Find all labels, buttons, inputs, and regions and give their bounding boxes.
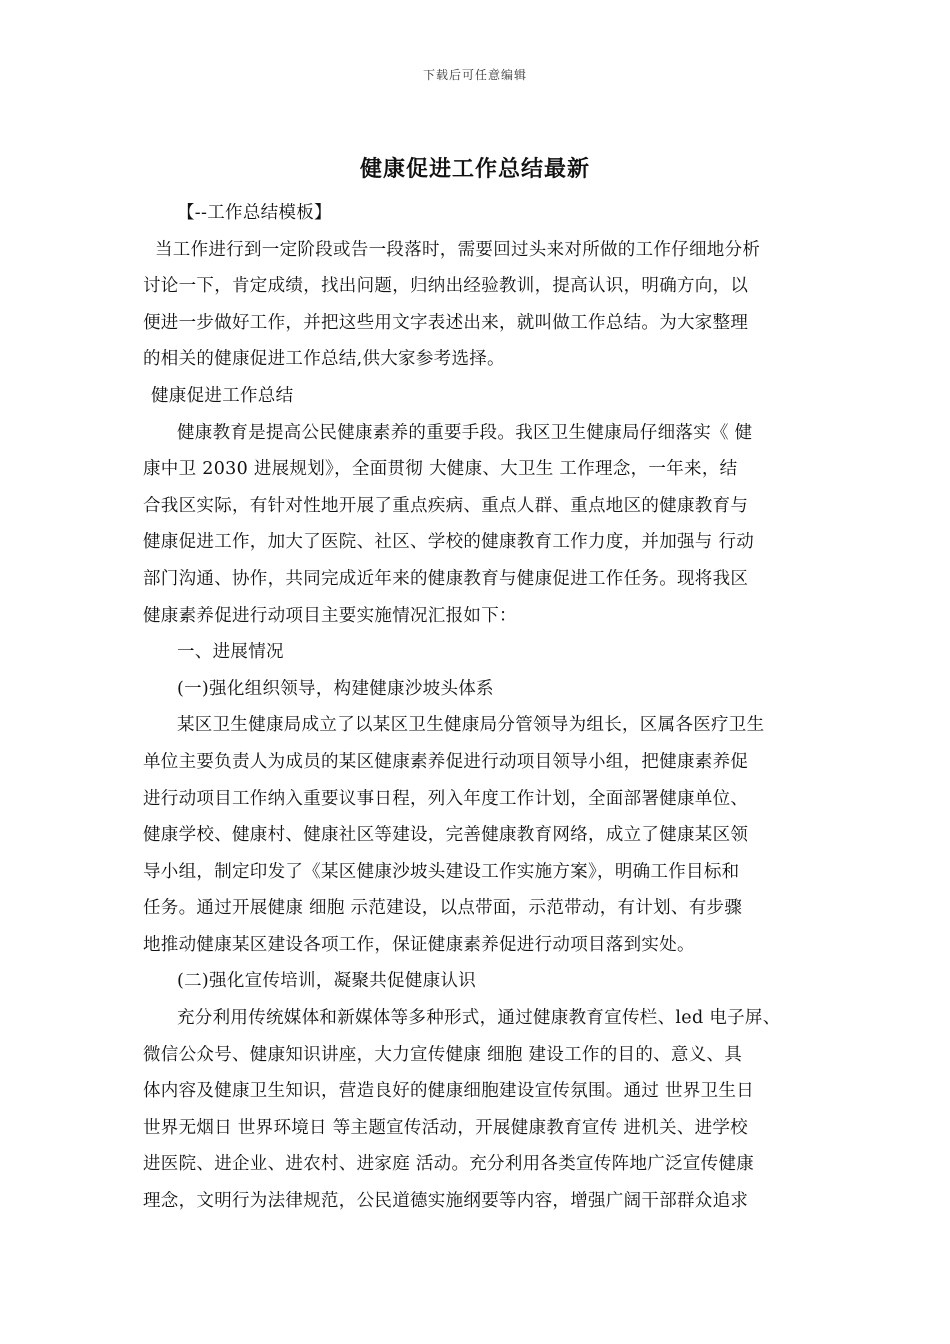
text-line: 部门沟通、协作，共同完成近年来的健康教育与健康促进工作任务。现将我区 xyxy=(143,568,749,589)
text-line: 导小组，制定印发了《某区健康沙坡头建设工作实施方案》，明确工作目标和 xyxy=(143,861,740,882)
text-line: 健康促进工作，加大了医院、社区、学校的健康教育工作力度，并加强与 行动 xyxy=(143,532,755,553)
text-line: 一、进展情况 xyxy=(177,642,284,663)
text-line: 康中卫 2030 进展规划》，全面贯彻 大健康、大卫生 工作理念，一年来，结 xyxy=(143,459,738,480)
text-line: 便进一步做好工作，并把这些用文字表述出来，就叫做工作总结。为大家整理 xyxy=(143,312,749,333)
text-line: 健康促进工作总结 xyxy=(151,385,294,406)
text-line: 地推动健康某区建设各项工作，保证健康素养促进行动项目落到实处。 xyxy=(143,934,695,955)
text-line: 讨论一下，肯定成绩，找出问题，归纳出经验教训，提高认识，明确方向，以 xyxy=(143,276,749,297)
text-line: 单位主要负责人为成员的某区健康素养促进行动项目领导小组，把健康素养促 xyxy=(143,751,749,772)
text-line: 任务。通过开展健康 细胞 示范建设，以点带面，示范带动，有计划、有步骤 xyxy=(143,898,743,919)
text-line: 的相关的健康促进工作总结,供大家参考选择。 xyxy=(143,349,505,370)
text-line: 体内容及健康卫生知识，营造良好的健康细胞建设宣传氛围。通过 世界卫生日 xyxy=(143,1081,755,1102)
text-line: 充分利用传统媒体和新媒体等多种形式，通过健康教育宣传栏、led 电子屏、 xyxy=(177,1008,781,1029)
text-line: 进医院、进企业、进农村、进家庭 活动。充分利用各类宣传阵地广泛宣传健康 xyxy=(143,1154,755,1175)
text-line: 某区卫生健康局成立了以某区卫生健康局分管领导为组长，区属各医疗卫生 xyxy=(177,715,765,736)
header-note: 下载后可任意编辑 xyxy=(422,68,527,82)
text-line: 健康教育是提高公民健康素养的重要手段。我区卫生健康局仔细落实《 健 xyxy=(177,422,753,443)
text-line: 【--工作总结模板】 xyxy=(177,203,332,223)
text-line: 合我区实际，有针对性地开展了重点疾病、重点人群、重点地区的健康教育与 xyxy=(143,495,749,516)
text-line: 健康学校、健康村、健康社区等建设，完善健康教育网络，成立了健康某区领 xyxy=(143,825,749,846)
text-line: 微信公众号、健康知识讲座，大力宣传健康 细胞 建设工作的目的、意义、具 xyxy=(143,1044,743,1065)
text-line: 当工作进行到一定阶段或告一段落时，需要回过头来对所做的工作仔细地分析 xyxy=(155,239,761,260)
document-title: 健康促进工作总结最新 xyxy=(359,156,590,182)
text-line: 进行动项目工作纳入重要议事日程，列入年度工作计划，全面部署健康单位、 xyxy=(143,788,749,809)
text-line: 理念，文明行为法律规范，公民道德实施纲要等内容，增强广阔干部群众追求 xyxy=(143,1191,749,1212)
text-line: 健康素养促进行动项目主要实施情况汇报如下： xyxy=(143,605,517,626)
text-line: (一)强化组织领导，构建健康沙坡头体系 xyxy=(177,678,494,699)
document-body xyxy=(143,195,823,1220)
text-line: (二)强化宣传培训，凝聚共促健康认识 xyxy=(177,971,477,992)
text-line: 世界无烟日 世界环境日 等主题宣传活动，开展健康教育宣传 进机关、进学校 xyxy=(143,1117,748,1138)
